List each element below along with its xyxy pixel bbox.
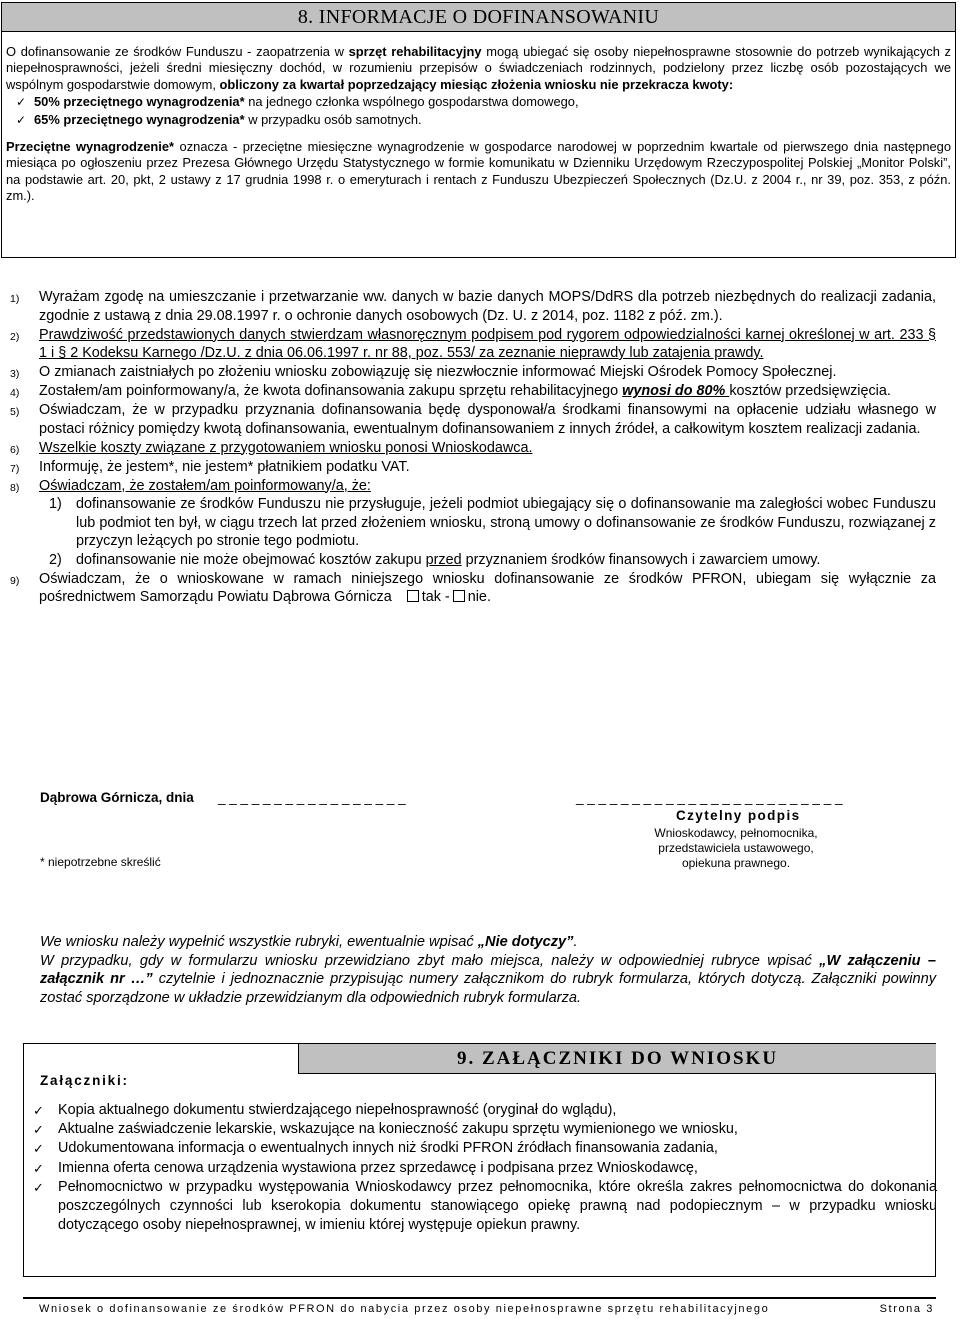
section-8-title: 8. INFORMACJE O DOFINANSOWANIU bbox=[2, 3, 955, 32]
item-number: 5) bbox=[10, 406, 20, 418]
definition-paragraph bbox=[6, 139, 951, 205]
footnote: * niepotrzebne skreślić bbox=[40, 855, 161, 869]
checklist-item bbox=[6, 94, 951, 110]
section-8-body bbox=[2, 32, 955, 205]
item-number: 1) bbox=[10, 293, 20, 305]
attachment-text: Kopia aktualnego dokumentu stwierdzającego niepełnosprawność (oryginał do wglądu), bbox=[58, 1102, 617, 1118]
bold-text: „Nie dotyczy” bbox=[477, 934, 574, 950]
attachment-item bbox=[33, 1178, 937, 1236]
item-text: Wszelkie koszty związane z przygotowaniem wniosku ponosi Wnioskodawca. bbox=[39, 439, 533, 456]
item-text: Wyrażam zgodę na umieszczanie i przetwarzanie ww. danych w bazie danych MOPS/DdRS dla potrzeb niezbędnych do realizacji zadania, zgodnie z ustawą z dnia 29.08.1997 r. o ochronie danych osobowych (Dz. U. z 2014, poz. 1182 z póź. zm.). bbox=[39, 289, 936, 324]
yes-label: tak - bbox=[421, 589, 450, 605]
sub-item bbox=[39, 495, 936, 551]
sub-item-text: dofinansowanie ze środków Funduszu nie przysługuje, jeżeli podmiot ubiegający się o dofinansowanie ma zaległości wobec Funduszu lub podmiot ten był, w ciągu trzech lat przed złożeniem wniosku, stroną umowy o dofinansowanie ze środków Funduszu, rozwiązanej z przyczyn leżących po stronie tego podmiotu. bbox=[76, 496, 936, 549]
footer-text: Wniosek o dofinansowanie ze środków PFRON do nabycia przez osoby niepełnosprawne sprzętu rehabilitacyjnego bbox=[39, 1303, 770, 1315]
bold-text: „W załączeniu – załącznik nr …” bbox=[40, 952, 937, 988]
instructions bbox=[40, 933, 936, 1007]
section-9-title: 9. ZAŁĄCZNIKI DO WNIOSKU bbox=[298, 1044, 936, 1074]
check-icon: ✓ bbox=[33, 1160, 44, 1176]
no-label: nie. bbox=[467, 589, 491, 605]
signature-caption bbox=[600, 826, 872, 871]
item-number: 4) bbox=[10, 387, 20, 399]
sub-item-number: 2) bbox=[49, 551, 62, 568]
instruction-line bbox=[40, 952, 936, 1008]
item-number: 9) bbox=[10, 574, 20, 587]
attachments-list bbox=[33, 1101, 937, 1235]
attachments-label: Załączniki: bbox=[40, 1073, 129, 1088]
declarations-list bbox=[10, 288, 936, 607]
attachment-item bbox=[33, 1159, 937, 1178]
check-icon: ✓ bbox=[16, 112, 27, 127]
date-field[interactable]: _ _ _ _ _ _ _ _ _ _ _ _ _ _ _ _ _ bbox=[218, 790, 406, 805]
check-icon: ✓ bbox=[33, 1179, 44, 1195]
declaration-item bbox=[10, 326, 936, 363]
item-text: O zmianach zaistniałych po złożeniu wniosku zobowiązuję się niezwłocznie informować Miejski Ośrodek Pomocy Społecznej. bbox=[39, 364, 837, 380]
text: O dofinansowanie ze środków Funduszu - zaopatrzenia w bbox=[6, 44, 349, 59]
attachment-item bbox=[33, 1120, 937, 1139]
item-text: Oświadczam, że o wnioskowane w ramach niniejszego wniosku dofinansowanie ze środków PFRON, ubiegam się wyłącznie za pośrednictwem Samorządu Powiatu Dąbrowa Górnicza bbox=[39, 570, 936, 605]
page-footer bbox=[23, 1297, 936, 1317]
attachment-item bbox=[33, 1139, 937, 1158]
item-text: kosztów przedsięwzięcia. bbox=[729, 383, 891, 399]
instruction-line bbox=[40, 933, 936, 952]
text: w przypadku osób samotnych. bbox=[244, 111, 422, 127]
item-text: Zostałem/am poinformowany/a, że kwota dofinansowania zakupu sprzętu rehabilitacyjnego bbox=[39, 383, 623, 399]
text: na jednego członka wspólnego gospodarstwa domowego, bbox=[244, 94, 579, 110]
yes-checkbox[interactable] bbox=[407, 590, 419, 602]
item-number: 8) bbox=[10, 481, 20, 494]
declaration-item bbox=[10, 458, 936, 477]
item-number: 2) bbox=[10, 330, 20, 343]
sub-item-text: dofinansowanie nie może obejmować kosztów zakupu bbox=[76, 551, 426, 568]
item-number: 7) bbox=[10, 462, 20, 475]
attachment-text: Imienna oferta cenowa urządzenia wystawiona przez sprzedawcę i podpisana przez Wnioskodawcę, bbox=[58, 1159, 698, 1176]
declaration-item bbox=[10, 382, 936, 401]
page-number: Strona 3 bbox=[879, 1303, 934, 1315]
check-icon: ✓ bbox=[16, 95, 27, 110]
text: mogą ubiegać się osoby niepełnosprawne stosownie do potrzeb wynikających z niepełnosprawności, jeżeli średni miesięczny dochód, w rozumieniu przepisów o świadczeniach rodzinnych, podzielony przez liczbę osób pozostających we wspólnym gospodarstwie domowym, bbox=[6, 44, 952, 92]
bold-text: sprzęt rehabilitacyjny bbox=[348, 44, 482, 59]
caption-line: Wnioskodawcy, pełnomocnika, bbox=[654, 826, 818, 840]
bold-text: 50% przeciętnego wynagrodzenia* bbox=[34, 94, 245, 110]
check-icon: ✓ bbox=[33, 1122, 44, 1138]
checklist-item bbox=[6, 112, 951, 128]
bold-text: 65% przeciętnego wynagrodzenia* bbox=[34, 111, 245, 127]
sub-item bbox=[39, 551, 936, 570]
text: oznacza - przeciętne miesięczne wynagrodzenie w gospodarce narodowej w poprzednim kwartale od pierwszego dnia następnego miesiąca po ogłoszeniu przez Prezesa Głównego Urzędu Statystycznego w formie komunikatu w Dzienniku Urzędowym Rzeczypospolitej Polskiej „Monitor Polski”, na podstawie art. 20, pkt, 2 ustawy z 17 grudnia 1998 r. o emeryturach i rentach z Funduszu Ubezpieczeń Społecznych (Dz.U. z 2004 r., nr 39, poz. 353, z późn. zm.). bbox=[6, 139, 951, 204]
declaration-item bbox=[10, 401, 936, 438]
item-number: 6) bbox=[10, 443, 20, 456]
text: czytelnie i jednoznacznie przypisując numery załącznikom do rubryk formularza, których dotyczą. Załączniki powinny zostać sporządzone w układzie przewidzianym dla odpowiednich rubryk formularza. bbox=[40, 971, 936, 1006]
declaration-item bbox=[10, 477, 936, 570]
item-number: 3) bbox=[10, 368, 20, 380]
section-9-box bbox=[23, 1043, 936, 1277]
section-8-paragraph bbox=[6, 44, 951, 93]
text: . bbox=[573, 934, 578, 950]
attachment-text: Udokumentowana informacja o ewentualnych innych niż środki PFRON źródłach finansowania zadania, bbox=[58, 1140, 718, 1157]
attachment-text: Pełnomocnictwo w przypadku występowania Wnioskodawcy przez pełnomocnika, które określa zakres pełnomocnictwa do dokonania poszczególnych czynności lub kserokopia dokumentu stanowiącego opiekę prawną nad podopiecznym – w przypadku wniosku dotyczącego osoby niepełnosprawnej, w imieniu której występuje opiekun prawny. bbox=[58, 1178, 937, 1234]
declaration-item bbox=[10, 363, 936, 382]
text: We wniosku należy wypełnić wszystkie rubryki, ewentualnie wpisać bbox=[40, 934, 478, 950]
item-text: Oświadczam, że w przypadku przyznania dofinansowania będę dysponował/a środkami finansowymi na opłacenie udziału własnego w postaci różnicy pomiędzy kwotą dofinansowania, ewentualnym dofinansowaniem z innych źródeł, a całkowitym kosztem realizacji zadania. bbox=[39, 402, 936, 437]
attachment-text: Aktualne zaświadczenie lekarskie, wskazujące na konieczność zakupu sprzętu wymienionego we wniosku, bbox=[58, 1121, 738, 1138]
bold-text: Przeciętne wynagrodzenie* bbox=[6, 139, 175, 155]
check-icon: ✓ bbox=[33, 1103, 44, 1118]
declaration-item bbox=[10, 439, 936, 458]
emphasis-text: wynosi do 80% bbox=[622, 383, 730, 399]
sub-item-text: przyznaniem środków finansowych i zawarciem umowy. bbox=[461, 551, 821, 568]
check-icon: ✓ bbox=[33, 1141, 44, 1157]
item-text: Oświadczam, że zostałem/am poinformowany/a, że: bbox=[39, 477, 371, 494]
signature-title: Czytelny podpis bbox=[676, 808, 801, 823]
sub-item-number: 1) bbox=[49, 496, 62, 512]
signature-field[interactable]: _ _ _ _ _ _ _ _ _ _ _ _ _ _ _ _ _ _ _ _ _ _ _ _ bbox=[576, 790, 843, 805]
attachment-item bbox=[33, 1101, 937, 1120]
section-8-box bbox=[1, 2, 956, 258]
declaration-item bbox=[10, 288, 936, 325]
item-text: Informuję, że jestem*, nie jestem* płatnikiem podatku VAT. bbox=[39, 458, 410, 475]
caption-line: przedstawiciela ustawowego, bbox=[658, 841, 814, 855]
bold-text: obliczony za kwartał poprzedzający miesiąc złożenia wniosku nie przekracza kwoty: bbox=[219, 76, 734, 92]
declaration-item bbox=[10, 570, 936, 607]
text: W przypadku, gdy w formularzu wniosku przewidziano zbyt mało miejsca, należy w odpowiedniej rubryce wpisać bbox=[40, 952, 820, 969]
place-date-label: Dąbrowa Górnicza, dnia bbox=[40, 790, 194, 805]
caption-line: opiekuna prawnego. bbox=[681, 856, 791, 870]
no-checkbox[interactable] bbox=[453, 590, 465, 602]
underlined-text: przed bbox=[425, 551, 462, 568]
item-text: Prawdziwość przedstawionych danych stwierdzam własnoręcznym podpisem pod rygorem odpowiedzialności karnej określonej w art. 233 § 1 i § 2 Kodeksu Karnego /Dz.U. z dnia 06.06.1997 r. nr 88, poz. 553/ za zeznanie nieprawdy lub zatajenia prawdy. bbox=[39, 326, 936, 361]
